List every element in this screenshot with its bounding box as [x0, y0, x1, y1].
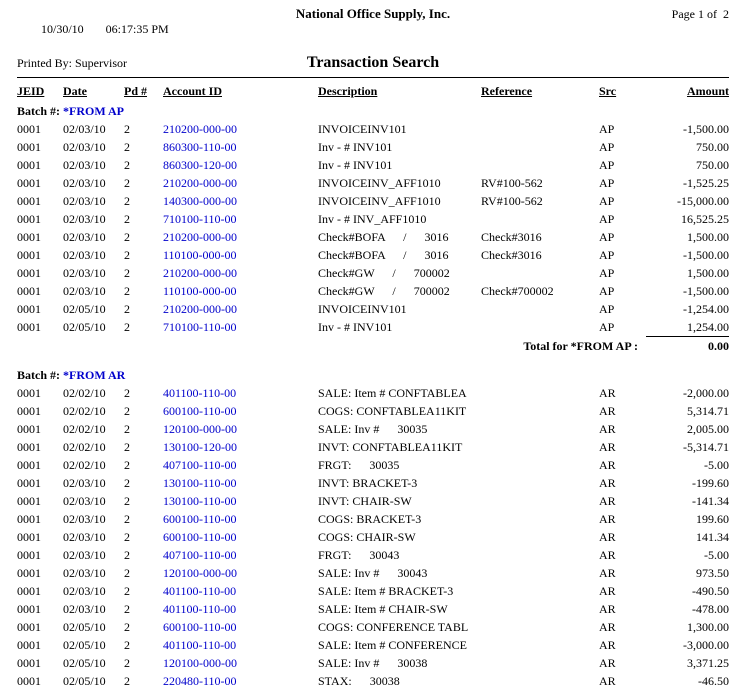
reference-cell [481, 456, 599, 474]
amount-cell: -46.50 [698, 674, 729, 688]
account-id-link[interactable]: 220480-110-00 [163, 674, 237, 688]
reference-cell [481, 654, 599, 672]
description-cell: Inv - # INV101 [318, 158, 393, 172]
description-cell: FRGT: 30035 [318, 458, 400, 472]
transaction-row [17, 600, 729, 618]
report-title: Transaction Search [306, 54, 440, 71]
reference-cell [481, 492, 599, 510]
date-cell: 02/03/10 [63, 230, 106, 244]
transaction-row [17, 420, 729, 438]
printed-by: Printed By: Supervisor [17, 56, 127, 70]
date-cell: 02/03/10 [63, 158, 106, 172]
jeid-cell: 0001 [17, 140, 41, 154]
pd-cell: 2 [124, 530, 130, 544]
jeid-cell: 0001 [17, 248, 41, 262]
description-cell: COGS: CONFERENCE TABL [318, 620, 469, 634]
src-cell: AR [599, 548, 616, 562]
batch-name[interactable]: *FROM AR [63, 368, 126, 382]
date-cell: 02/03/10 [63, 122, 106, 136]
pd-cell: 2 [124, 404, 130, 418]
amount-cell: -478.00 [692, 602, 729, 616]
account-id-link[interactable]: 130100-110-00 [163, 476, 237, 490]
column-header-description: Description [318, 84, 378, 98]
pd-cell: 2 [124, 248, 130, 262]
pd-cell: 2 [124, 194, 130, 208]
date-cell: 02/03/10 [63, 548, 106, 562]
reference-cell [481, 636, 599, 654]
src-cell: AP [599, 176, 615, 190]
pd-cell: 2 [124, 602, 130, 616]
jeid-cell: 0001 [17, 302, 41, 316]
transaction-row [17, 192, 729, 210]
account-id-link[interactable]: 120100-000-00 [163, 566, 237, 580]
batch-total-amount: 0.00 [646, 337, 729, 356]
date-cell: 02/05/10 [63, 302, 106, 316]
transaction-row [17, 210, 729, 228]
account-id-link[interactable]: 401100-110-00 [163, 584, 237, 598]
src-cell: AP [599, 140, 615, 154]
jeid-cell: 0001 [17, 122, 41, 136]
description-cell: Inv - # INV101 [318, 140, 393, 154]
description-cell: INVOICEINV_AFF1010 [318, 194, 441, 208]
column-header-account-id: Account ID [163, 84, 222, 98]
date-cell: 02/03/10 [63, 194, 106, 208]
account-id-link[interactable]: 210200-000-00 [163, 122, 237, 136]
pd-cell: 2 [124, 158, 130, 172]
src-cell: AR [599, 602, 616, 616]
transaction-row [17, 228, 729, 246]
pd-cell: 2 [124, 584, 130, 598]
date-cell: 02/02/10 [63, 422, 106, 436]
src-cell: AR [599, 566, 616, 580]
jeid-cell: 0001 [17, 548, 41, 562]
reference-cell [481, 582, 599, 600]
pd-cell: 2 [124, 656, 130, 670]
amount-cell: 973.50 [696, 566, 729, 580]
description-cell: STAX: 30038 [318, 674, 400, 688]
jeid-cell: 0001 [17, 458, 41, 472]
amount-cell: 1,300.00 [687, 620, 729, 634]
src-cell: AR [599, 530, 616, 544]
date-cell: 02/05/10 [63, 656, 106, 670]
pd-cell: 2 [124, 230, 130, 244]
column-header-date: Date [63, 84, 87, 98]
transaction-row [17, 264, 729, 282]
reference-cell [481, 300, 599, 318]
jeid-cell: 0001 [17, 404, 41, 418]
jeid-cell: 0001 [17, 674, 41, 688]
transaction-row [17, 546, 729, 564]
date-cell: 02/03/10 [63, 140, 106, 154]
transaction-row [17, 492, 729, 510]
account-id-link[interactable]: 401100-110-00 [163, 602, 237, 616]
reference-cell [481, 546, 599, 564]
reference-cell [481, 474, 599, 492]
src-cell: AP [599, 122, 615, 136]
amount-cell: -1,254.00 [683, 302, 729, 316]
date-cell: 02/03/10 [63, 476, 106, 490]
amount-cell: -5.00 [704, 458, 729, 472]
src-cell: AR [599, 404, 616, 418]
batch-total-row [17, 337, 729, 356]
reference-cell [481, 438, 599, 456]
src-cell: AP [599, 194, 615, 208]
jeid-cell: 0001 [17, 212, 41, 226]
amount-cell: 2,005.00 [687, 422, 729, 436]
jeid-cell: 0001 [17, 320, 41, 335]
account-id-link[interactable]: 110100-000-00 [163, 284, 237, 298]
amount-cell: 1,254.00 [687, 320, 729, 334]
amount-cell: -1,500.00 [683, 122, 729, 136]
transaction-row [17, 438, 729, 456]
description-cell: Check#GW / 700002 [318, 284, 450, 298]
amount-cell: 750.00 [696, 140, 729, 154]
src-cell: AR [599, 494, 616, 508]
date-cell: 02/05/10 [63, 620, 106, 634]
transaction-row [17, 120, 729, 138]
transaction-row [17, 402, 729, 420]
amount-cell: -141.34 [692, 494, 729, 508]
transaction-row [17, 246, 729, 264]
reference-cell [481, 420, 599, 438]
amount-cell: -15,000.00 [677, 194, 729, 208]
description-cell: INVT: BRACKET-3 [318, 476, 418, 490]
amount-cell: -5.00 [704, 548, 729, 562]
column-header-jeid: JEID [17, 84, 45, 98]
pd-cell: 2 [124, 176, 130, 190]
reference-cell [481, 402, 599, 420]
src-cell: AP [599, 320, 615, 335]
transaction-row [17, 174, 729, 192]
pd-cell: 2 [124, 302, 130, 316]
pd-cell: 2 [124, 458, 130, 472]
amount-cell: -1,525.25 [683, 176, 729, 190]
company-name: National Office Supply, Inc. [295, 6, 451, 21]
account-id-link[interactable]: 860300-120-00 [163, 158, 237, 172]
reference-cell [481, 138, 599, 156]
account-id-link[interactable]: 210200-000-00 [163, 176, 237, 190]
transaction-row [17, 618, 729, 636]
account-id-link[interactable]: 130100-120-00 [163, 440, 237, 454]
pd-cell: 2 [124, 284, 130, 298]
date-cell: 02/03/10 [63, 512, 106, 526]
account-id-link[interactable]: 130100-110-00 [163, 494, 237, 508]
description-cell: SALE: Item # CHAIR-SW [318, 602, 448, 616]
pd-cell: 2 [124, 548, 130, 562]
amount-cell: -1,500.00 [683, 248, 729, 262]
reference-cell [481, 120, 599, 138]
jeid-cell: 0001 [17, 476, 41, 490]
jeid-cell: 0001 [17, 620, 41, 634]
amount-cell: 199.60 [696, 512, 729, 526]
account-id-link[interactable]: 600100-110-00 [163, 530, 237, 544]
src-cell: AR [599, 422, 616, 436]
column-header-reference: Reference [481, 84, 533, 98]
pd-cell: 2 [124, 122, 130, 136]
amount-cell: 5,314.71 [687, 404, 729, 418]
reference-cell: Check#3016 [481, 248, 542, 262]
transaction-row [17, 654, 729, 672]
batch-spacer [17, 355, 729, 366]
pd-cell: 2 [124, 386, 130, 400]
date-cell: 02/03/10 [63, 212, 106, 226]
account-id-link[interactable]: 401100-110-00 [163, 638, 237, 652]
transaction-row [17, 456, 729, 474]
reference-cell [481, 672, 599, 690]
jeid-cell: 0001 [17, 176, 41, 190]
account-id-link[interactable]: 407100-110-00 [163, 458, 237, 472]
jeid-cell: 0001 [17, 656, 41, 670]
account-id-link[interactable]: 401100-110-00 [163, 386, 237, 400]
src-cell: AP [599, 158, 615, 172]
account-id-link[interactable]: 860300-110-00 [163, 140, 237, 154]
transaction-row [17, 672, 729, 690]
pd-cell: 2 [124, 494, 130, 508]
jeid-cell: 0001 [17, 422, 41, 436]
pd-cell: 2 [124, 512, 130, 526]
description-cell: SALE: Item # CONFERENCE [318, 638, 467, 652]
date-cell: 02/02/10 [63, 386, 106, 400]
batch-name[interactable]: *FROM AP [63, 104, 124, 118]
description-cell: Inv - # INV_AFF1010 [318, 212, 427, 226]
date-cell: 02/03/10 [63, 248, 106, 262]
reference-cell: RV#100-562 [481, 176, 543, 190]
description-cell: INVT: CHAIR-SW [318, 494, 412, 508]
description-cell: COGS: CONFTABLEA11KIT [318, 404, 467, 418]
amount-cell: -199.60 [692, 476, 729, 490]
transaction-row [17, 582, 729, 600]
src-cell: AP [599, 212, 615, 226]
column-header-pd: Pd # [124, 84, 148, 98]
reference-cell [481, 528, 599, 546]
src-cell: AR [599, 656, 616, 670]
description-cell: SALE: Inv # 30043 [318, 566, 428, 580]
src-cell: AP [599, 266, 615, 280]
amount-cell: -2,000.00 [683, 386, 729, 400]
date-cell: 02/03/10 [63, 176, 106, 190]
date-cell: 02/05/10 [63, 320, 106, 335]
description-cell: SALE: Item # CONFTABLEA [318, 386, 467, 400]
reference-cell: RV#100-562 [481, 194, 543, 208]
report-time: 06:17:35 PM [105, 22, 169, 36]
date-cell: 02/03/10 [63, 602, 106, 616]
batch-label: Batch #: [17, 104, 60, 118]
jeid-cell: 0001 [17, 284, 41, 298]
account-id-link[interactable]: 210200-000-00 [163, 302, 237, 316]
src-cell: AR [599, 476, 616, 490]
jeid-cell: 0001 [17, 266, 41, 280]
amount-cell: 1,500.00 [687, 266, 729, 280]
account-id-link[interactable]: 140300-000-00 [163, 194, 237, 208]
description-cell: SALE: Inv # 30038 [318, 656, 428, 670]
batch-header-row [17, 366, 729, 384]
jeid-cell: 0001 [17, 566, 41, 580]
jeid-cell: 0001 [17, 230, 41, 244]
header-divider [17, 77, 729, 78]
description-cell: INVT: CONFTABLEA11KIT [318, 440, 463, 454]
account-id-link[interactable]: 210200-000-00 [163, 266, 237, 280]
account-id-link[interactable]: 600100-110-00 [163, 620, 237, 634]
pd-cell: 2 [124, 620, 130, 634]
pd-cell: 2 [124, 566, 130, 580]
reference-cell [481, 384, 599, 402]
transaction-row [17, 384, 729, 402]
jeid-cell: 0001 [17, 584, 41, 598]
transaction-row [17, 300, 729, 318]
amount-cell: 16,525.25 [681, 212, 729, 226]
reference-cell [481, 600, 599, 618]
amount-cell: 750.00 [696, 158, 729, 172]
amount-cell: -1,500.00 [683, 284, 729, 298]
reference-cell [481, 156, 599, 174]
src-cell: AR [599, 638, 616, 652]
src-cell: AR [599, 440, 616, 454]
date-cell: 02/03/10 [63, 284, 106, 298]
src-cell: AR [599, 458, 616, 472]
transaction-row [17, 318, 729, 337]
description-cell: Check#GW / 700002 [318, 266, 450, 280]
pd-cell: 2 [124, 476, 130, 490]
account-id-link[interactable]: 407100-110-00 [163, 548, 237, 562]
jeid-cell: 0001 [17, 440, 41, 454]
src-cell: AR [599, 512, 616, 526]
description-cell: SALE: Inv # 30035 [318, 422, 428, 436]
reference-cell [481, 510, 599, 528]
src-cell: AR [599, 674, 616, 688]
amount-cell: -5,314.71 [683, 440, 729, 454]
jeid-cell: 0001 [17, 194, 41, 208]
transaction-row [17, 510, 729, 528]
amount-cell: -490.50 [692, 584, 729, 598]
amount-cell: 1,500.00 [687, 230, 729, 244]
reference-cell: Check#700002 [481, 284, 554, 298]
src-cell: AR [599, 620, 616, 634]
date-cell: 02/02/10 [63, 440, 106, 454]
transaction-row [17, 528, 729, 546]
date-cell: 02/03/10 [63, 494, 106, 508]
report-header [17, 6, 729, 78]
page-indicator: Page 1 of 2 [671, 7, 729, 21]
description-cell: INVOICEINV101 [318, 302, 407, 316]
jeid-cell: 0001 [17, 530, 41, 544]
report-body [17, 102, 729, 690]
column-header-src: Src [599, 84, 617, 98]
table-header-row [17, 82, 729, 102]
transaction-row [17, 156, 729, 174]
transaction-row [17, 282, 729, 300]
jeid-cell: 0001 [17, 512, 41, 526]
date-cell: 02/03/10 [63, 584, 106, 598]
reference-cell [481, 564, 599, 582]
date-cell: 02/03/10 [63, 266, 106, 280]
reference-cell [481, 210, 599, 228]
account-id-link[interactable]: 120100-000-00 [163, 422, 237, 436]
amount-cell: -3,000.00 [683, 638, 729, 652]
transaction-row [17, 138, 729, 156]
account-id-link[interactable]: 710100-110-00 [163, 320, 237, 335]
pd-cell: 2 [124, 674, 130, 688]
account-id-link[interactable]: 210200-000-00 [163, 230, 237, 244]
reference-cell: Check#3016 [481, 230, 542, 244]
amount-cell: 141.34 [696, 530, 729, 544]
pd-cell: 2 [124, 440, 130, 454]
pd-cell: 2 [124, 638, 130, 652]
account-id-link[interactable]: 110100-000-00 [163, 248, 237, 262]
src-cell: AP [599, 248, 615, 262]
account-id-link[interactable]: 120100-000-00 [163, 656, 237, 670]
description-cell: Check#BOFA / 3016 [318, 248, 449, 262]
reference-cell [481, 318, 599, 337]
pd-cell: 2 [124, 266, 130, 280]
date-cell: 02/03/10 [63, 530, 106, 544]
transaction-table [17, 82, 729, 690]
transaction-row [17, 474, 729, 492]
date-cell: 02/05/10 [63, 674, 106, 688]
description-cell: INVOICEINV101 [318, 122, 407, 136]
jeid-cell: 0001 [17, 386, 41, 400]
src-cell: AR [599, 386, 616, 400]
account-id-link[interactable]: 600100-110-00 [163, 404, 237, 418]
jeid-cell: 0001 [17, 638, 41, 652]
description-cell: Inv - # INV101 [318, 320, 393, 335]
reference-cell [481, 264, 599, 282]
date-cell: 02/03/10 [63, 566, 106, 580]
date-cell: 02/02/10 [63, 458, 106, 472]
transaction-row [17, 564, 729, 582]
date-cell: 02/05/10 [63, 638, 106, 652]
src-cell: AP [599, 302, 615, 316]
pd-cell: 2 [124, 140, 130, 154]
column-header-amount: Amount [686, 84, 729, 98]
jeid-cell: 0001 [17, 158, 41, 172]
account-id-link[interactable]: 710100-110-00 [163, 212, 237, 226]
description-cell: INVOICEINV_AFF1010 [318, 176, 441, 190]
jeid-cell: 0001 [17, 602, 41, 616]
description-cell: SALE: Item # BRACKET-3 [318, 584, 454, 598]
pd-cell: 2 [124, 320, 130, 335]
description-cell: COGS: CHAIR-SW [318, 530, 416, 544]
batch-total-label: Total for *FROM AP : [523, 338, 638, 353]
pd-cell: 2 [124, 212, 130, 226]
batch-label: Batch #: [17, 368, 60, 382]
batch-header-row [17, 102, 729, 120]
report-date: 10/30/10 [41, 22, 84, 36]
jeid-cell: 0001 [17, 494, 41, 508]
amount-cell: 3,371.25 [687, 656, 729, 670]
transaction-row [17, 636, 729, 654]
description-cell: Check#BOFA / 3016 [318, 230, 449, 244]
date-cell: 02/02/10 [63, 404, 106, 418]
reference-cell [481, 618, 599, 636]
pd-cell: 2 [124, 422, 130, 436]
description-cell: FRGT: 30043 [318, 548, 400, 562]
account-id-link[interactable]: 600100-110-00 [163, 512, 237, 526]
description-cell: COGS: BRACKET-3 [318, 512, 422, 526]
src-cell: AP [599, 230, 615, 244]
src-cell: AR [599, 584, 616, 598]
src-cell: AP [599, 284, 615, 298]
